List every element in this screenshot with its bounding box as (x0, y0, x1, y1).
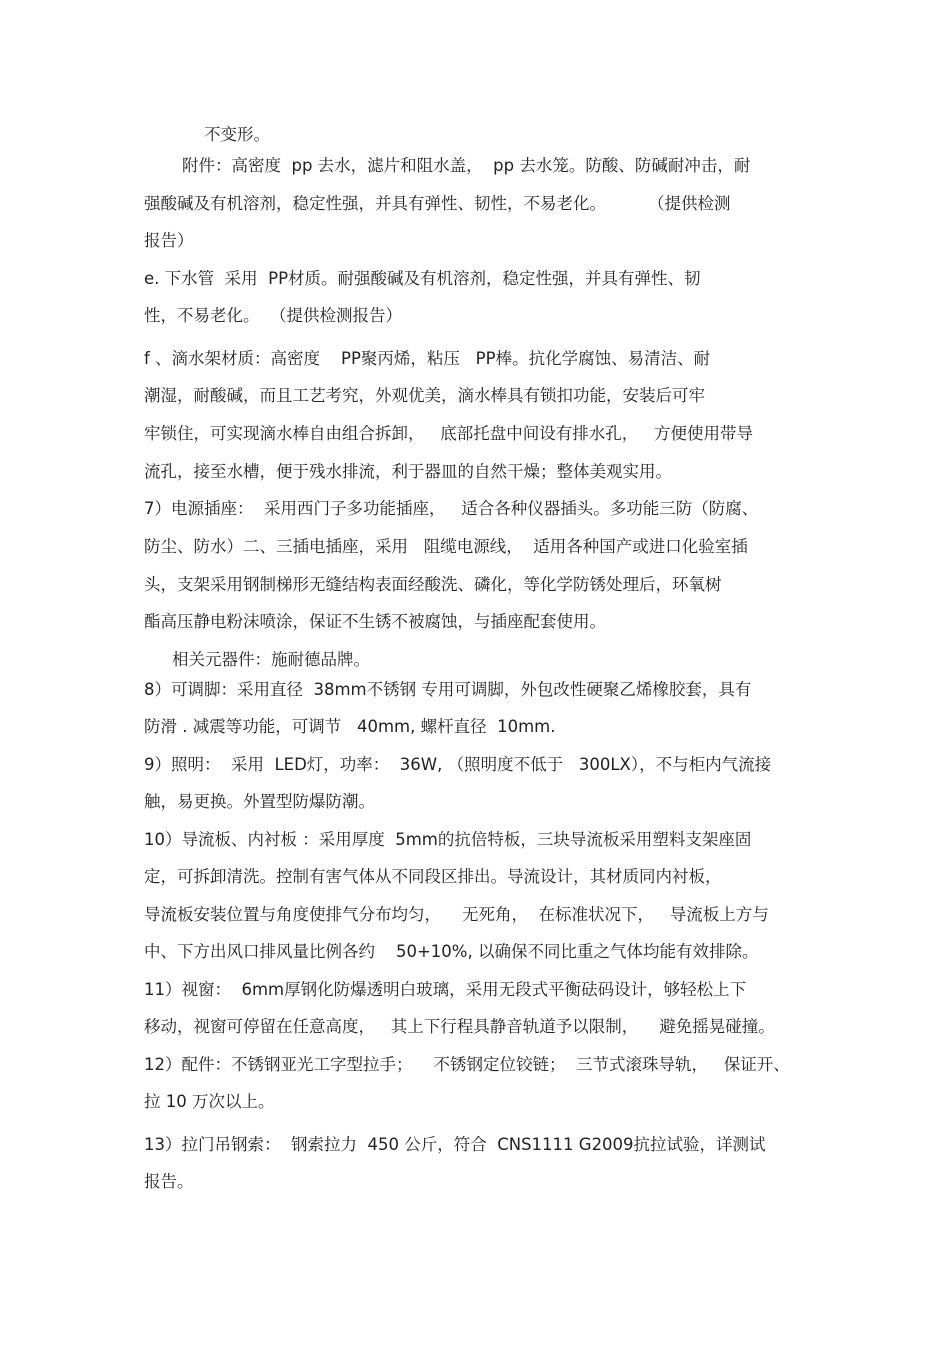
text-line: 报告） (144, 231, 194, 250)
text-line: 防滑 . 减震等功能，可调节 40mm, 螺杆直径 10mm. (144, 717, 556, 736)
text-line: 触，易更换。外置型防爆防潮。 (144, 792, 375, 811)
text-line: 牢锁住，可实现滴水棒自由组合拆卸， 底部托盘中间设有排水孔， 方便使用带导 (144, 424, 753, 443)
text-line: 13）拉门吊钢索： 钢索拉力 450 公斤，符合 CNS1111 G2009抗拉试验，详测试 (144, 1135, 766, 1154)
text-line: e. 下水管 采用 PP材质。耐强酸碱及有机溶剂，稳定性强，并具有弹性、韧 (144, 269, 701, 288)
text-line: 10）导流板、内衬板 ：采用厚度 5mm的抗倍特板，三块导流板采用塑料支架座固 (144, 830, 752, 849)
text-line: 潮湿，耐酸碱，而且工艺考究，外观优美，滴水棒具有锁扣功能，安装后可牢 (144, 386, 705, 405)
text-line: 酯高压静电粉沫喷涂，保证不生锈不被腐蚀，与插座配套使用。 (144, 612, 606, 631)
text-line: 强酸碱及有机溶剂，稳定性强，并具有弹性、韧性，不易老化。 （提供检测 (144, 194, 731, 213)
text-line: 相关元器件：施耐德品牌。 (172, 650, 370, 669)
text-line: 防尘、防水）二、三插电插座，采用 阻缆电源线， 适用各种国产或进口化验室插 (144, 537, 748, 556)
text-line: 拉 10 万次以上。 (144, 1092, 275, 1111)
text-line: 流孔，接至水槽，便于残水排流，利于器皿的自然干燥；整体美观实用。 (144, 462, 672, 481)
text-line: 导流板安装位置与角度使排气分布均匀， 无死角， 在标准状况下， 导流板上方与 (144, 905, 769, 924)
text-line: 性，不易老化。 （提供检测报告） (144, 306, 402, 325)
text-line: 附件：高密度 pp 去水，滤片和阻水盖， pp 去水笼。防酸、防碱耐冲击，耐 (182, 156, 751, 175)
text-line: 定，可拆卸清洗。控制有害气体从不同段区排出。导流设计，其材质同内衬板， (144, 867, 722, 886)
text-line: 移动，视窗可停留在任意高度， 其上下行程具静音轨道予以限制， 避免摇晃碰撞。 (144, 1017, 775, 1036)
text-line: 不变形。 (204, 125, 270, 144)
text-line: 11）视窗： 6mm厚钢化防爆透明白玻璃，采用无段式平衡砝码设计，够轻松上下 (144, 980, 747, 999)
text-line: 头，支架采用钢制梯形无缝结构表面经酸洗、磷化，等化学防锈处理后，环氧树 (144, 575, 722, 594)
text-line: 中、下方出风口排风量比例各约 50+10%, 以确保不同比重之气体均能有效排除。 (144, 942, 759, 961)
text-line: f 、滴水架材质：高密度 PP聚丙烯，粘压 PP棒。抗化学腐蚀、易清洁、耐 (144, 349, 711, 368)
text-line: 9）照明： 采用 LED灯，功率： 36W, （照明度不低于 300LX），不与柜内气流接 (144, 755, 772, 774)
text-line: 报告。 (144, 1172, 194, 1191)
text-line: 8）可调脚：采用直径 38mm不锈钢 专用可调脚，外包改性硬聚乙烯橡胶套，具有 (144, 680, 752, 699)
text-line: 12）配件：不锈钢亚光工字型拉手； 不锈钢定位铰链； 三节式滚珠导轨， 保证开、 (144, 1055, 790, 1074)
text-line: 7）电源插座： 采用西门子多功能插座， 适合各种仪器插头。多功能三防（防腐、 (144, 499, 759, 518)
